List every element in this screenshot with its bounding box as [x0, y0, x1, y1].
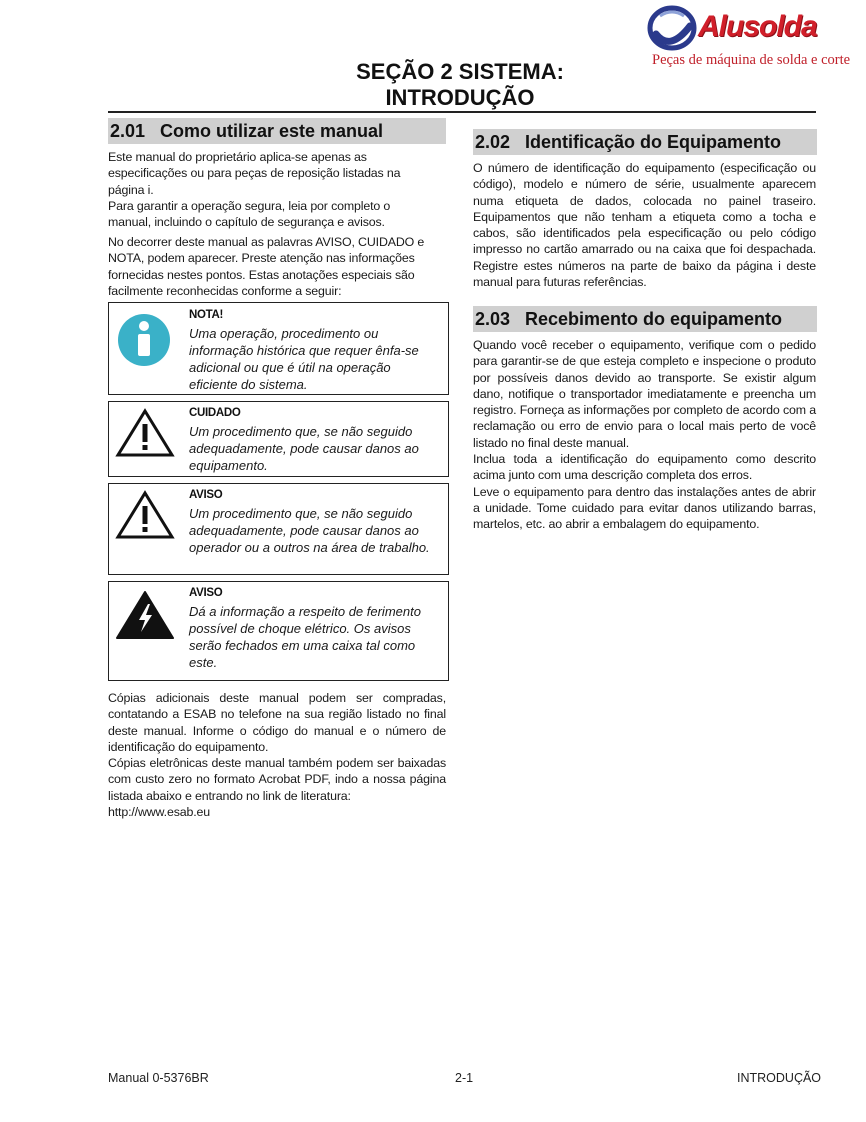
section-201-after: [108, 690, 446, 820]
footer-manual-code: Manual 0-5376BR: [108, 1071, 209, 1085]
page-title-line1: SEÇÃO 2 SISTEMA:: [356, 59, 564, 84]
section-203-header: [473, 306, 817, 332]
page-title: [330, 59, 590, 111]
section-202-heading: Identificação do Equipamento: [525, 132, 782, 152]
section-201-paragraph: Para garantir a operação segura, leia por completo o manual, incluindo o capítulo de segurança e avisos.: [108, 198, 391, 230]
notice-box-caution: [108, 401, 449, 477]
section-203-paragraph: Quando você receber o equipamento, verifique com o pedido para garantir-se de que esteja completo e inspecione o produto por possíveis danos devido ao transporte. Se existir algum dano, notifique o transportador imediatamente e preencha um registro. Forneça as informações por completo de acordo com a reclamação ou erro de envio para o local mais perto de você listado no final deste manual.: [473, 338, 816, 450]
section-201-after-paragraph: Cópias adicionais deste manual podem ser compradas, contatando a ESAB no telefone na sua região listado no final deste manual. Informe o código do manual e o número de identificação do equipamento.: [108, 691, 446, 754]
logo-tagline: Peças de máquina de solda e corte: [652, 52, 851, 68]
section-202-paragraph: O número de identificação do equipamento (especificação ou código), modelo e número de série, usualmente aparecem numa etiqueta de dados, colocada no painel traseiro. Equipamentos que não tenham a etiqueta como a tocha e cabos, são identificados pela especificação ou pelo código impresso no cartão amarrado ou na caixa que foi despachada. Registre estes números na parte de baixo da página i deste manual para futuras referências.: [473, 161, 816, 290]
footer-section-name: INTRODUÇÃO: [737, 1071, 822, 1085]
section-202-header: [473, 129, 817, 155]
notice-text: Um procedimento que, se não seguido adequadamente, pode causar danos ao operador ou a outros na área de trabalho.: [189, 506, 430, 555]
notice-label: CUIDADO: [189, 407, 241, 419]
notice-box-warning: [108, 483, 449, 575]
notice-label: AVISO: [189, 587, 223, 599]
section-203-number: 2.03: [475, 309, 511, 329]
warning-triangle-icon: [115, 408, 175, 458]
section-201-header: [108, 118, 446, 144]
section-201-intro-2: [108, 234, 433, 299]
notice-box-shock: [108, 581, 449, 681]
notice-text: Um procedimento que, se não seguido adequadamente, pode causar danos ao equipamento.: [189, 424, 419, 473]
section-201-paragraph: No decorrer deste manual as palavras AVISO, CUIDADO e NOTA, podem aparecer. Preste atenção nas informações fornecidas nestes pontos. Estas anotações especiais são facilmente reconhecidas conforme a seguir:: [108, 235, 425, 298]
notice-text: Dá a informação a respeito de ferimento possível de choque elétrico. Os avisos serão fechados em uma caixa tal como este.: [189, 604, 421, 670]
alusolda-logo: [640, 2, 851, 74]
notice-label: NOTA!: [189, 309, 224, 321]
title-divider: [108, 111, 816, 113]
section-201-after-paragraph: Cópias eletrônicas deste manual também podem ser baixadas com custo zero no formato Acrobat PDF, indo a nossa página listada abaixo e entrando no link de literatura:: [108, 756, 446, 803]
section-203-paragraph: Inclua toda a identificação do equipamento como descrito acima junto com uma descrição completa dos erros.: [473, 452, 816, 483]
footer-page-number: 2-1: [455, 1071, 474, 1085]
section-202-number: 2.02: [475, 132, 511, 152]
notice-box-note: [108, 302, 449, 395]
logo-swoosh-icon: [646, 4, 702, 54]
section-201-heading: Como utilizar este manual: [160, 121, 384, 141]
section-203-body: [473, 337, 816, 533]
section-202-body: [473, 160, 816, 290]
logo-brand: Alusolda: [698, 10, 817, 43]
section-203-heading: Recebimento do equipamento: [525, 309, 783, 329]
section-201-intro: [108, 149, 413, 230]
notice-text: Uma operação, procedimento ou informação histórica que requer ênfa-se adicional ou que é útil na operação eficiente do sistema.: [189, 326, 419, 392]
esab-link[interactable]: http://www.esab.eu: [108, 805, 210, 820]
notice-label: AVISO: [189, 489, 223, 501]
section-201-paragraph: Este manual do proprietário aplica-se apenas as especificações ou para peças de reposição listadas na página i.: [108, 150, 401, 197]
section-203-paragraph: Leve o equipamento para dentro das instalações antes de abrir a unidade. Tome cuidado para evitar danos utilizando barras, martelos, etc. ao abrir a embalagem do equipamento.: [473, 484, 816, 532]
warning-triangle-icon: [115, 490, 175, 540]
page-title-line2: INTRODUÇÃO: [385, 85, 535, 110]
info-icon: [117, 313, 171, 367]
section-201-number: 2.01: [110, 121, 146, 141]
electric-shock-icon: [115, 590, 175, 640]
